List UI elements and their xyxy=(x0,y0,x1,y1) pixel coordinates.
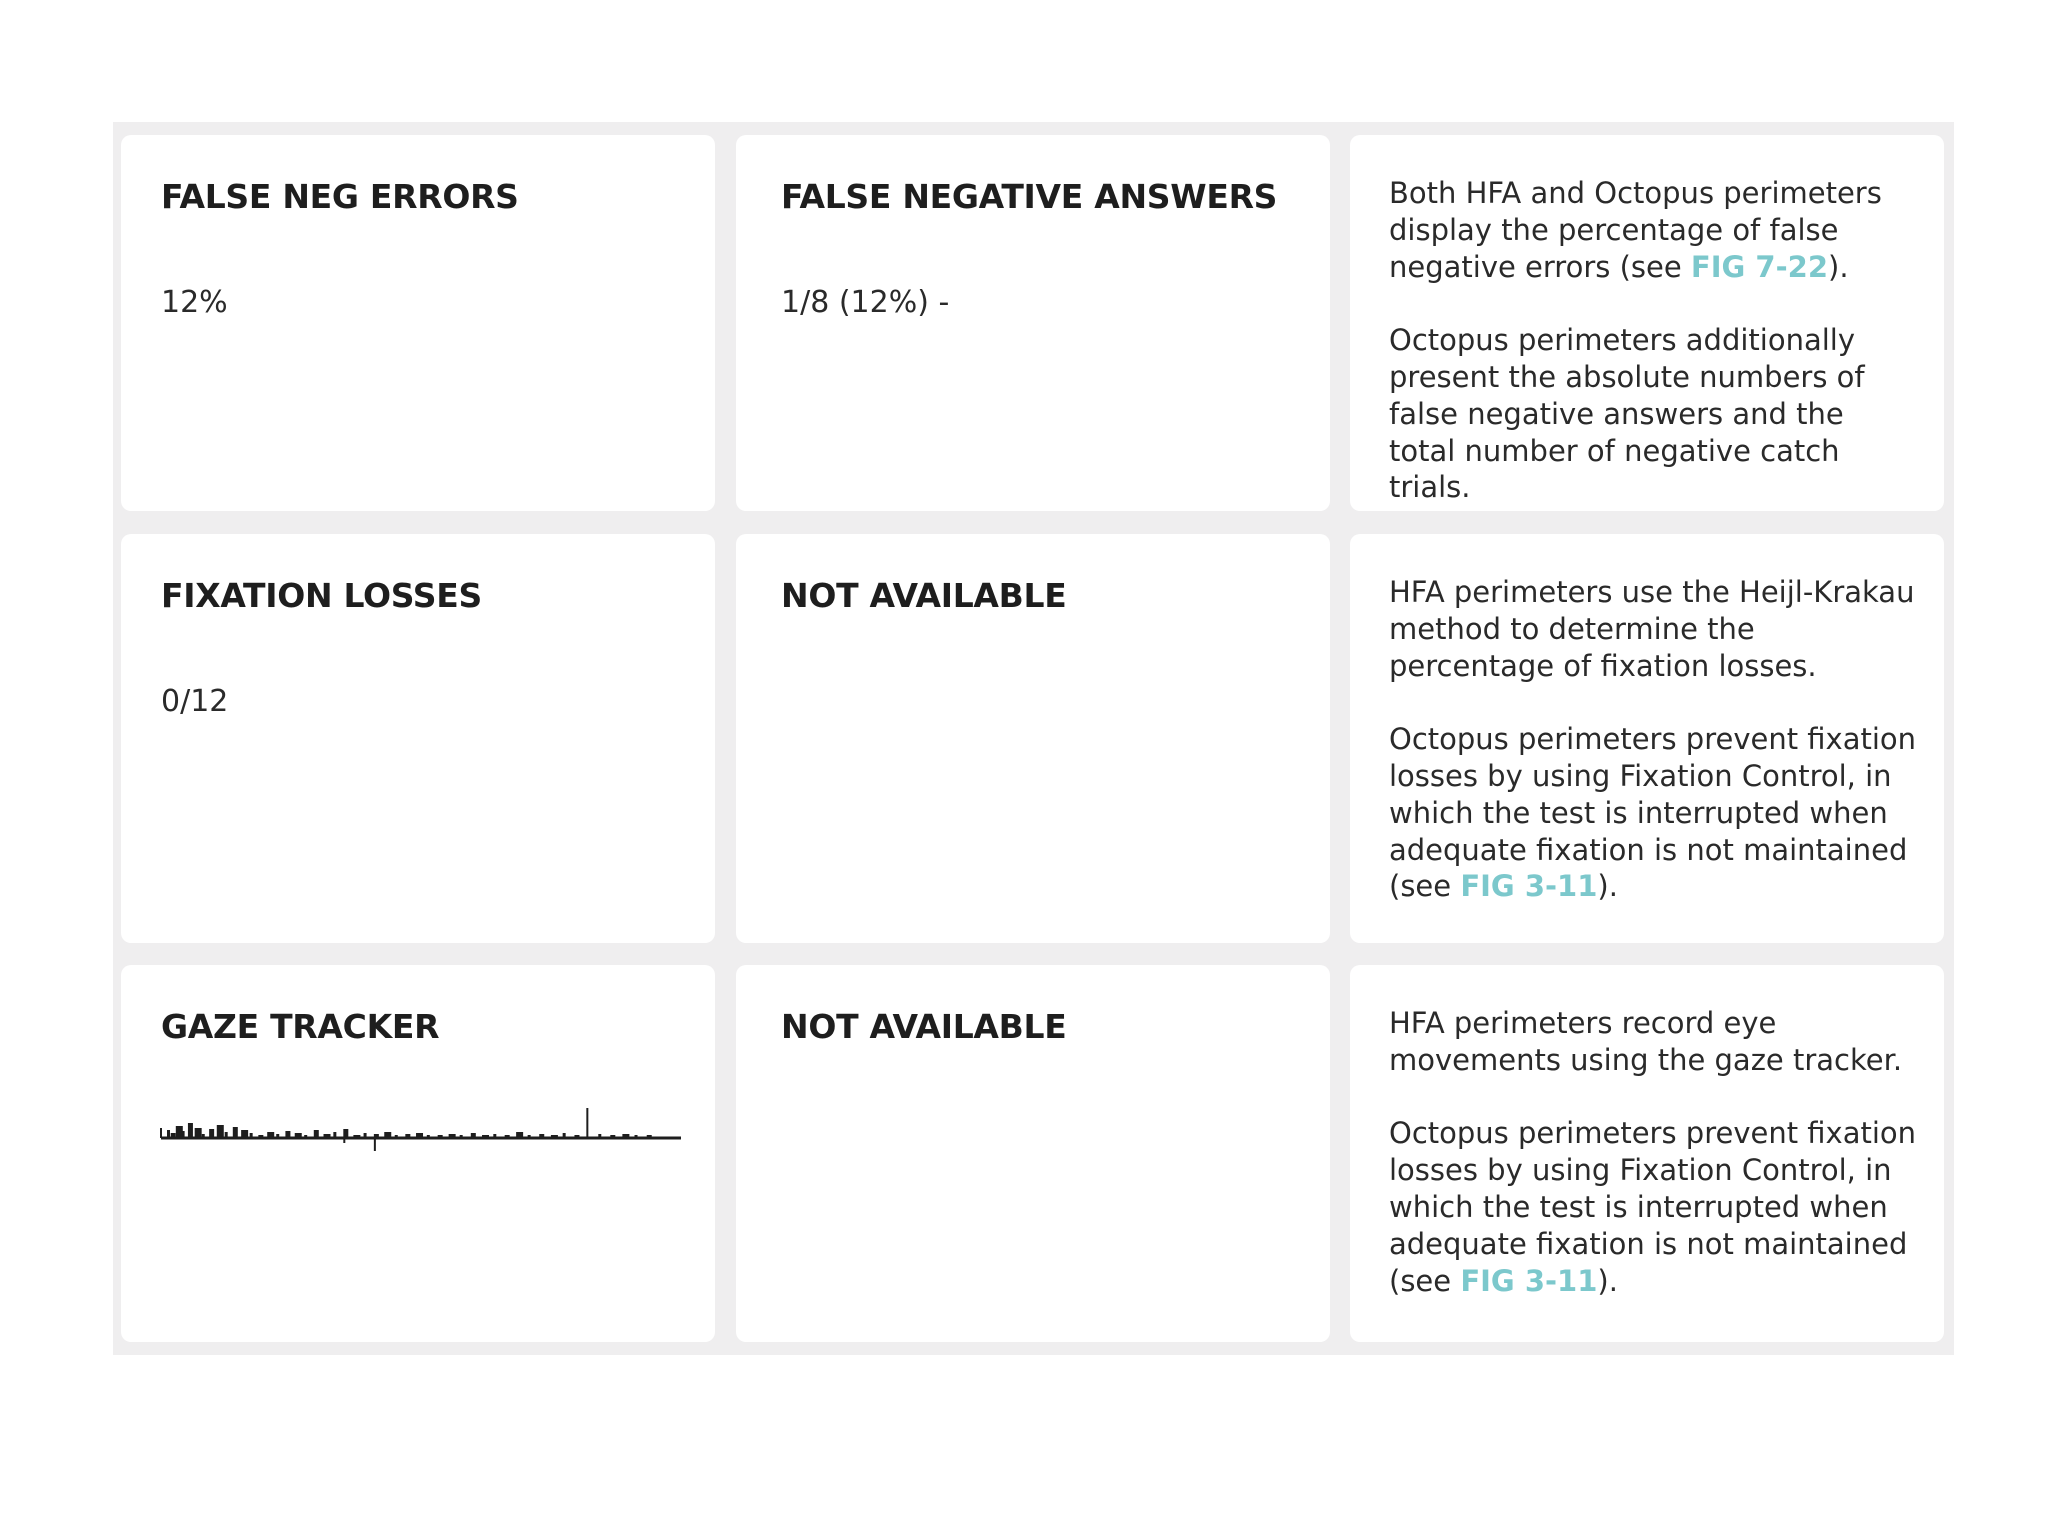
gaze-spike xyxy=(482,1135,489,1138)
gaze-spike xyxy=(276,1134,279,1138)
octopus-cell-false-neg xyxy=(736,135,1330,511)
gaze-spike xyxy=(610,1135,615,1138)
gaze-spike xyxy=(427,1135,430,1138)
gaze-spike xyxy=(285,1131,290,1138)
gaze-spike xyxy=(598,1134,601,1138)
hfa-value: 12% xyxy=(161,285,228,320)
gaze-spike xyxy=(539,1134,544,1138)
gaze-spike xyxy=(416,1133,423,1138)
gaze-spike xyxy=(333,1132,336,1138)
octopus-cell-gaze xyxy=(736,965,1330,1342)
gaze-spike xyxy=(551,1135,558,1138)
hfa-cell-false-neg xyxy=(121,135,715,511)
description-text: Both HFA and Octopus perimeters display the percentage of false negative errors (see xyxy=(1389,176,1882,284)
description-text: ). xyxy=(1597,1263,1618,1298)
gaze-spike xyxy=(217,1125,224,1138)
gaze-spike-down xyxy=(374,1138,376,1151)
description-paragraph: Octopus perimeters additionally present the absolute numbers of false negative answers and the total number of negative catch trials. xyxy=(1389,323,1865,505)
gaze-spike xyxy=(460,1135,463,1138)
gaze-spike xyxy=(438,1135,443,1138)
gaze-spike xyxy=(202,1134,205,1138)
gaze-spike xyxy=(171,1133,176,1138)
gaze-spike xyxy=(295,1133,302,1138)
gaze-spike xyxy=(182,1131,185,1138)
description-paragraph: HFA perimeters record eye movements using the gaze tracker. xyxy=(1389,1006,1903,1077)
figure-link[interactable]: FIG 3-11 xyxy=(1460,1263,1598,1298)
gaze-spike xyxy=(188,1123,193,1138)
gaze-spike xyxy=(343,1129,348,1138)
gaze-spike xyxy=(374,1134,379,1138)
gaze-spike xyxy=(233,1127,238,1138)
gaze-spike xyxy=(449,1134,456,1138)
description-paragraph xyxy=(1389,175,1919,285)
figure-link[interactable]: FIG 3-11 xyxy=(1460,869,1598,904)
description-paragraph xyxy=(1389,1115,1919,1299)
description xyxy=(1389,175,1919,506)
gaze-spike xyxy=(250,1133,253,1138)
description-text: Octopus perimeters prevent fixation losses by using Fixation Control, in which the test is interrupted when adequate fixation is not maintained (see xyxy=(1389,722,1917,904)
hfa-cell-fixation xyxy=(121,534,715,943)
figure-link[interactable]: FIG 7-22 xyxy=(1690,249,1828,284)
gaze-spike xyxy=(324,1134,331,1138)
gaze-spike xyxy=(304,1135,307,1138)
gaze-spike xyxy=(635,1135,638,1138)
hfa-title: FIXATION LOSSES xyxy=(161,576,482,615)
description-paragraph xyxy=(1389,721,1919,905)
hfa-value: 0/12 xyxy=(161,684,229,719)
description-cell-false-neg xyxy=(1350,135,1944,511)
gaze-spike xyxy=(493,1134,496,1138)
gaze-tracker-trace-icon xyxy=(159,1108,681,1158)
gaze-spike xyxy=(314,1130,319,1138)
hfa-cell-gaze xyxy=(121,965,715,1342)
hfa-title: FALSE NEG ERRORS xyxy=(161,177,519,216)
gaze-spike xyxy=(384,1132,391,1138)
comparison-table xyxy=(113,122,1954,1355)
octopus-title: NOT AVAILABLE xyxy=(781,576,1067,615)
gaze-spike xyxy=(353,1135,360,1138)
description-cell-fixation xyxy=(1350,534,1944,943)
gaze-spike xyxy=(516,1132,523,1138)
gaze-spike xyxy=(563,1133,566,1138)
gaze-spike xyxy=(167,1130,170,1138)
gaze-spike xyxy=(622,1134,629,1138)
description-text: ). xyxy=(1828,249,1849,284)
octopus-cell-fixation xyxy=(736,534,1330,943)
gaze-spike-down xyxy=(343,1138,345,1143)
description xyxy=(1389,574,1919,905)
gaze-spike xyxy=(586,1108,588,1138)
gaze-spike xyxy=(209,1129,214,1138)
gaze-spike xyxy=(574,1135,579,1138)
gaze-spike xyxy=(395,1135,398,1138)
description-text: Octopus perimeters prevent fixation losses by using Fixation Control, in which the test is interrupted when adequate fixation is not maintained (see xyxy=(1389,1116,1917,1298)
gaze-spike xyxy=(647,1135,652,1138)
gaze-spike xyxy=(471,1133,476,1138)
description xyxy=(1389,1005,1919,1299)
octopus-value: 1/8 (12%) - xyxy=(781,285,950,320)
gaze-spike xyxy=(241,1130,248,1138)
gaze-spike xyxy=(505,1135,510,1138)
gaze-spike xyxy=(267,1132,274,1138)
hfa-title: GAZE TRACKER xyxy=(161,1007,440,1046)
gaze-spike xyxy=(225,1132,228,1138)
gaze-spike xyxy=(258,1135,263,1138)
description-text: ). xyxy=(1597,869,1618,904)
octopus-title: FALSE NEGATIVE ANSWERS xyxy=(781,177,1278,216)
octopus-title: NOT AVAILABLE xyxy=(781,1007,1067,1046)
gaze-spike xyxy=(405,1134,410,1138)
description-cell-gaze xyxy=(1350,965,1944,1342)
gaze-spike xyxy=(364,1133,367,1138)
gaze-spike xyxy=(195,1128,202,1138)
description-paragraph: HFA perimeters use the Heijl-Krakau method to determine the percentage of fixation losses. xyxy=(1389,575,1915,683)
gaze-spike xyxy=(528,1135,531,1138)
